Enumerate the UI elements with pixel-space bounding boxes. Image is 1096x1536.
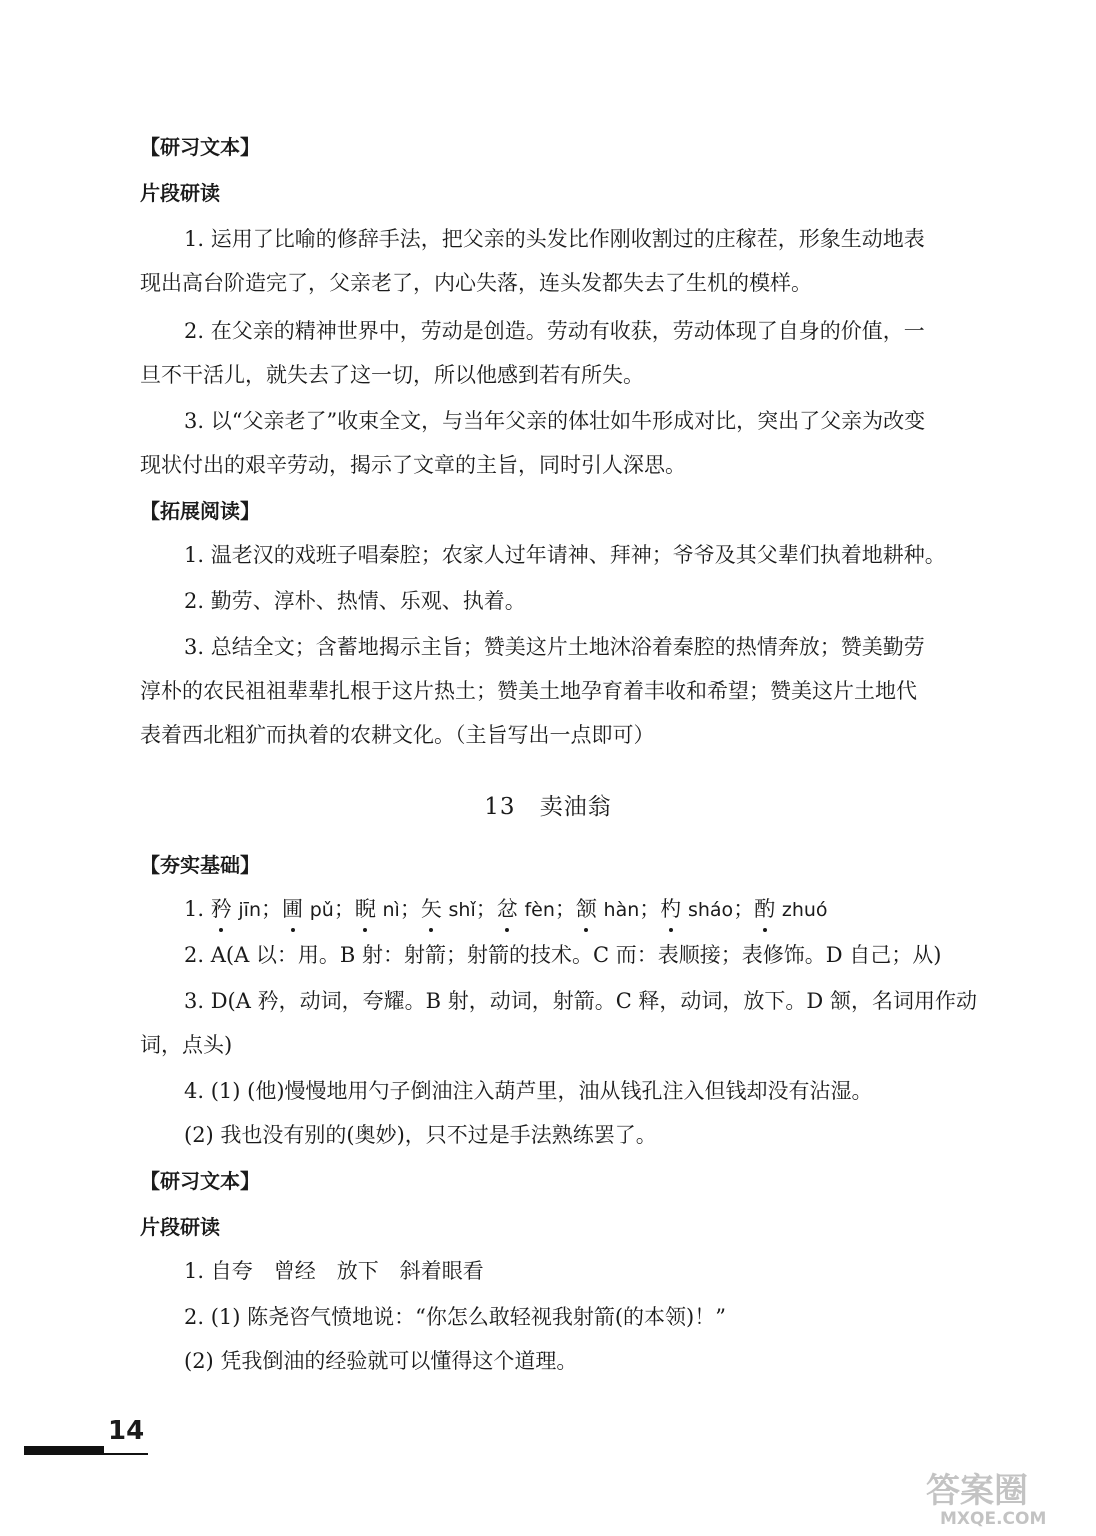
pinyin: hàn [603, 899, 640, 921]
section-heading-extended-reading: 【拓展阅读】 [140, 499, 260, 523]
answer-line: (2) 我也没有别的(奥妙)，只不过是手法熟练罢了。 [184, 1123, 657, 1147]
section-heading-study-text-2: 【研习文本】 [140, 1169, 260, 1193]
pinyin: nì [382, 899, 400, 921]
section-heading-foundation: 【夯实基础】 [140, 853, 260, 877]
watermark-logo [916, 1468, 1086, 1528]
dotted-char: 圃 [282, 894, 303, 924]
answer-line: 淳朴的农民祖祖辈辈扎根于这片热土；赞美土地孕育着丰收和希望；赞美这片土地代 [140, 679, 917, 703]
answer-line: 2. A(A 以：用。B 射：射箭；射箭的技术。C 而：表顺接；表修饰。D 自己；从) [184, 943, 942, 967]
answer-line: 现出高台阶造完了，父亲老了，内心失落，连头发都失去了生机的模样。 [140, 271, 812, 295]
dotted-char: 杓 [660, 894, 681, 924]
pinyin: jīn [238, 899, 262, 921]
watermark-text: 答案圈 [926, 1471, 1028, 1511]
answer-line: 旦不干活儿，就失去了这一切，所以他感到若有所失。 [140, 363, 644, 387]
answer-line: 1. 自夸 曾经 放下 斜着眼看 [184, 1259, 484, 1283]
dotted-char: 颔 [576, 894, 597, 924]
section-subheading-passage-2: 片段研读 [140, 1215, 220, 1239]
answer-line: 1. 运用了比喻的修辞手法，把父亲的头发比作刚收割过的庄稼茬，形象生动地表 [184, 227, 925, 251]
answer-line: (2) 凭我倒油的经验就可以懂得这个道理。 [184, 1349, 578, 1373]
page-number: 14 [108, 1416, 145, 1446]
dotted-char: 矜 [211, 894, 232, 924]
section-heading-study-text: 【研习文本】 [140, 135, 260, 159]
answer-line: 表着西北粗犷而执着的农耕文化。（主旨写出一点即可） [140, 723, 655, 747]
answer-line: 1. 温老汉的戏班子唱秦腔；农家人过年请神、拜神；爷爷及其父辈们执着地耕种。 [184, 543, 946, 567]
watermark-subtext: MXQE.COM [940, 1509, 1047, 1528]
pinyin: zhuó [781, 899, 828, 921]
answer-line: 2. 在父亲的精神世界中，劳动是创造。劳动有收获，劳动体现了自身的价值，一 [184, 319, 925, 343]
answer-line: 现状付出的艰辛劳动，揭示了文章的主旨，同时引人深思。 [140, 453, 686, 477]
answer-line: 2. (1) 陈尧咨气愤地说：“你怎么敢轻视我射箭(的本领)！” [184, 1305, 726, 1329]
answer-line: 3. 总结全文；含蓄地揭示主旨；赞美这片土地沐浴着秦腔的热情奔放；赞美勤劳 [184, 635, 925, 659]
section-subheading-passage: 片段研读 [140, 181, 220, 205]
dotted-char: 矢 [421, 894, 442, 924]
dotted-char: 睨 [355, 894, 376, 924]
lesson-name: 卖油翁 [539, 794, 612, 820]
pinyin: fèn [524, 899, 555, 921]
answer-line: 2. 勤劳、淳朴、热情、乐观、执着。 [184, 589, 526, 613]
dotted-char: 酌 [754, 894, 775, 924]
pinyin-answer-line: 1. 矜 jīn；圃 pǔ；睨 nì；矢 shǐ；忿 fèn；颔 hàn；杓 sháo；酌 zhuó [184, 894, 828, 925]
pinyin: pǔ [309, 899, 334, 921]
lesson-title [0, 788, 1096, 821]
lesson-number: 13 [484, 794, 516, 820]
pinyin: shǐ [448, 899, 476, 921]
answer-line: 3. D(A 矜，动词，夸耀。B 射，动词，射箭。C 释，动词，放下。D 颔，名词用作动 [184, 989, 977, 1013]
footer-rule [24, 1453, 148, 1455]
dotted-char: 忿 [497, 894, 518, 924]
answer-line: 词，点头) [140, 1033, 233, 1057]
answer-line: 4. (1) (他)慢慢地用勺子倒油注入葫芦里，油从钱孔注入但钱却没有沾湿。 [184, 1079, 873, 1103]
answer-line: 3. 以“父亲老了”收束全文，与当年父亲的体壮如牛形成对比，突出了父亲为改变 [184, 409, 926, 433]
pinyin: sháo [687, 899, 734, 921]
